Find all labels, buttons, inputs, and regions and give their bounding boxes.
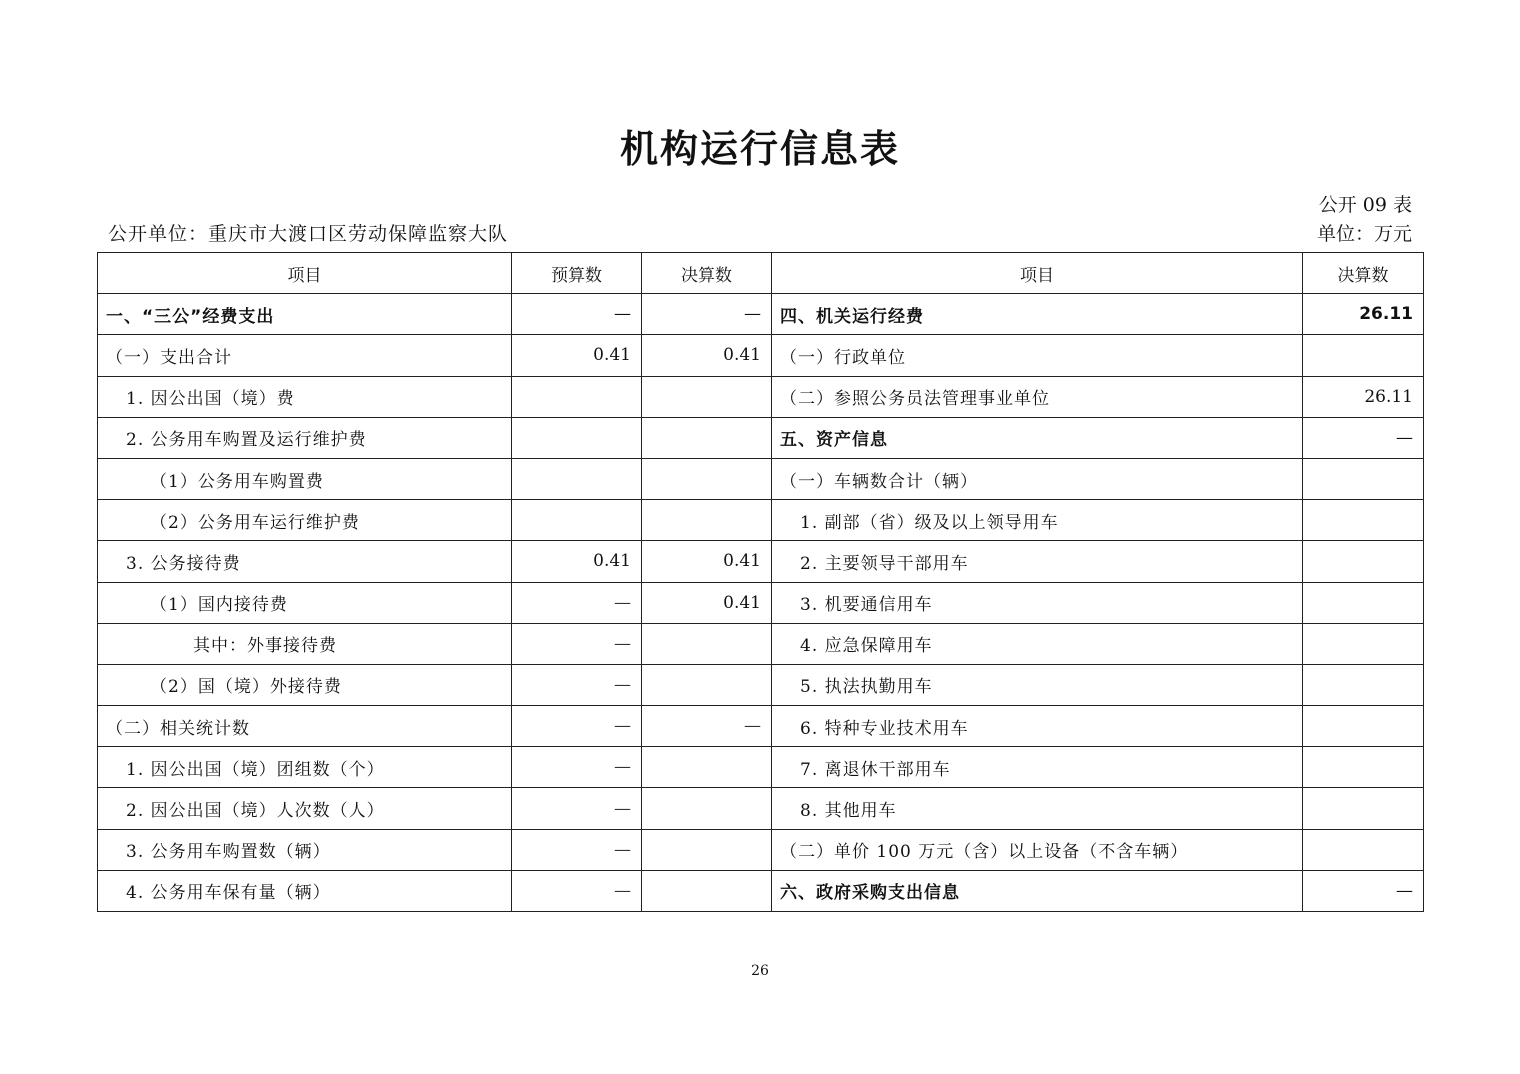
- table-row: [98, 541, 1424, 582]
- header-final: 决算数: [642, 253, 772, 294]
- final-value: 0.41: [642, 335, 772, 376]
- budget-value: —: [512, 870, 642, 911]
- final-value: [642, 458, 772, 499]
- right-item: 5. 执法执勤用车: [772, 664, 1303, 705]
- right-item: 7. 离退休干部用车: [772, 747, 1303, 788]
- table-row: [98, 376, 1424, 417]
- budget-value: 0.41: [512, 541, 642, 582]
- table-row: [98, 664, 1424, 705]
- operation-info-table: [97, 252, 1424, 912]
- right-final-value: [1303, 623, 1424, 664]
- left-item: （二）相关统计数: [98, 706, 512, 747]
- final-value: —: [642, 706, 772, 747]
- final-value: 0.41: [642, 541, 772, 582]
- final-value: 0.41: [642, 582, 772, 623]
- left-item: 4. 公务用车保有量（辆）: [98, 870, 512, 911]
- budget-value: [512, 500, 642, 541]
- final-value: [642, 623, 772, 664]
- right-final-value: [1303, 458, 1424, 499]
- page-title: 机构运行信息表: [619, 127, 900, 171]
- right-final-value: [1303, 664, 1424, 705]
- right-item: 五、资产信息: [772, 417, 1303, 458]
- table-row: [98, 500, 1424, 541]
- right-final-value: [1303, 788, 1424, 829]
- page-number: 26: [751, 963, 769, 979]
- header-budget: 预算数: [512, 253, 642, 294]
- header-left-item: 项目: [98, 253, 512, 294]
- currency-unit: 单位：万元: [1316, 223, 1412, 245]
- right-item: 8. 其他用车: [772, 788, 1303, 829]
- header-right-final: 决算数: [1303, 253, 1424, 294]
- left-item: （2）公务用车运行维护费: [98, 500, 512, 541]
- right-final-value: [1303, 500, 1424, 541]
- budget-value: [512, 376, 642, 417]
- right-final-value: [1303, 582, 1424, 623]
- budget-value: —: [512, 623, 642, 664]
- left-item: 其中：外事接待费: [98, 623, 512, 664]
- table-row: [98, 294, 1424, 335]
- final-value: [642, 376, 772, 417]
- budget-value: —: [512, 664, 642, 705]
- final-value: —: [642, 294, 772, 335]
- budget-value: —: [512, 788, 642, 829]
- final-value: [642, 664, 772, 705]
- final-value: [642, 829, 772, 870]
- budget-value: [512, 458, 642, 499]
- left-item: 一、“三公”经费支出: [98, 294, 512, 335]
- left-item: 2. 因公出国（境）人次数（人）: [98, 788, 512, 829]
- right-item: 六、政府采购支出信息: [772, 870, 1303, 911]
- left-item: （2）国（境）外接待费: [98, 664, 512, 705]
- left-item: 1. 因公出国（境）团组数（个）: [98, 747, 512, 788]
- final-value: [642, 500, 772, 541]
- left-item: 3. 公务接待费: [98, 541, 512, 582]
- budget-value: —: [512, 706, 642, 747]
- budget-value: 0.41: [512, 335, 642, 376]
- table-row: [98, 335, 1424, 376]
- table-row: [98, 829, 1424, 870]
- right-final-value: 26.11: [1303, 376, 1424, 417]
- left-item: 1. 因公出国（境）费: [98, 376, 512, 417]
- right-item: 3. 机要通信用车: [772, 582, 1303, 623]
- right-final-value: 26.11: [1303, 294, 1424, 335]
- right-item: 2. 主要领导干部用车: [772, 541, 1303, 582]
- right-item: 1. 副部（省）级及以上领导用车: [772, 500, 1303, 541]
- left-item: 2. 公务用车购置及运行维护费: [98, 417, 512, 458]
- left-item: 3. 公务用车购置数（辆）: [98, 829, 512, 870]
- right-final-value: —: [1303, 417, 1424, 458]
- right-final-value: —: [1303, 870, 1424, 911]
- right-final-value: [1303, 541, 1424, 582]
- budget-value: —: [512, 747, 642, 788]
- right-item: （一）车辆数合计（辆）: [772, 458, 1303, 499]
- right-item: 6. 特种专业技术用车: [772, 706, 1303, 747]
- final-value: [642, 788, 772, 829]
- table-row: [98, 623, 1424, 664]
- left-item: （1）国内接待费: [98, 582, 512, 623]
- right-final-value: [1303, 335, 1424, 376]
- final-value: [642, 747, 772, 788]
- budget-value: —: [512, 294, 642, 335]
- right-final-value: [1303, 829, 1424, 870]
- right-final-value: [1303, 706, 1424, 747]
- budget-value: —: [512, 829, 642, 870]
- table-row: [98, 706, 1424, 747]
- left-item: （一）支出合计: [98, 335, 512, 376]
- right-item: （二）单价 100 万元（含）以上设备（不含车辆）: [772, 829, 1303, 870]
- disclosing-unit: 公开单位：重庆市大渡口区劳动保障监察大队: [108, 223, 509, 245]
- budget-value: —: [512, 582, 642, 623]
- table-row: [98, 747, 1424, 788]
- right-item: （二）参照公务员法管理事业单位: [772, 376, 1303, 417]
- right-item: 四、机关运行经费: [772, 294, 1303, 335]
- right-item: （一）行政单位: [772, 335, 1303, 376]
- final-value: [642, 870, 772, 911]
- table-row: [98, 788, 1424, 829]
- final-value: [642, 417, 772, 458]
- table-header-row: [98, 253, 1424, 294]
- form-number: 公开 09 表: [1318, 194, 1412, 216]
- right-item: 4. 应急保障用车: [772, 623, 1303, 664]
- table-row: [98, 458, 1424, 499]
- header-right-item: 项目: [772, 253, 1303, 294]
- table-row: [98, 870, 1424, 911]
- table-row: [98, 417, 1424, 458]
- table-row: [98, 582, 1424, 623]
- budget-value: [512, 417, 642, 458]
- left-item: （1）公务用车购置费: [98, 458, 512, 499]
- right-final-value: [1303, 747, 1424, 788]
